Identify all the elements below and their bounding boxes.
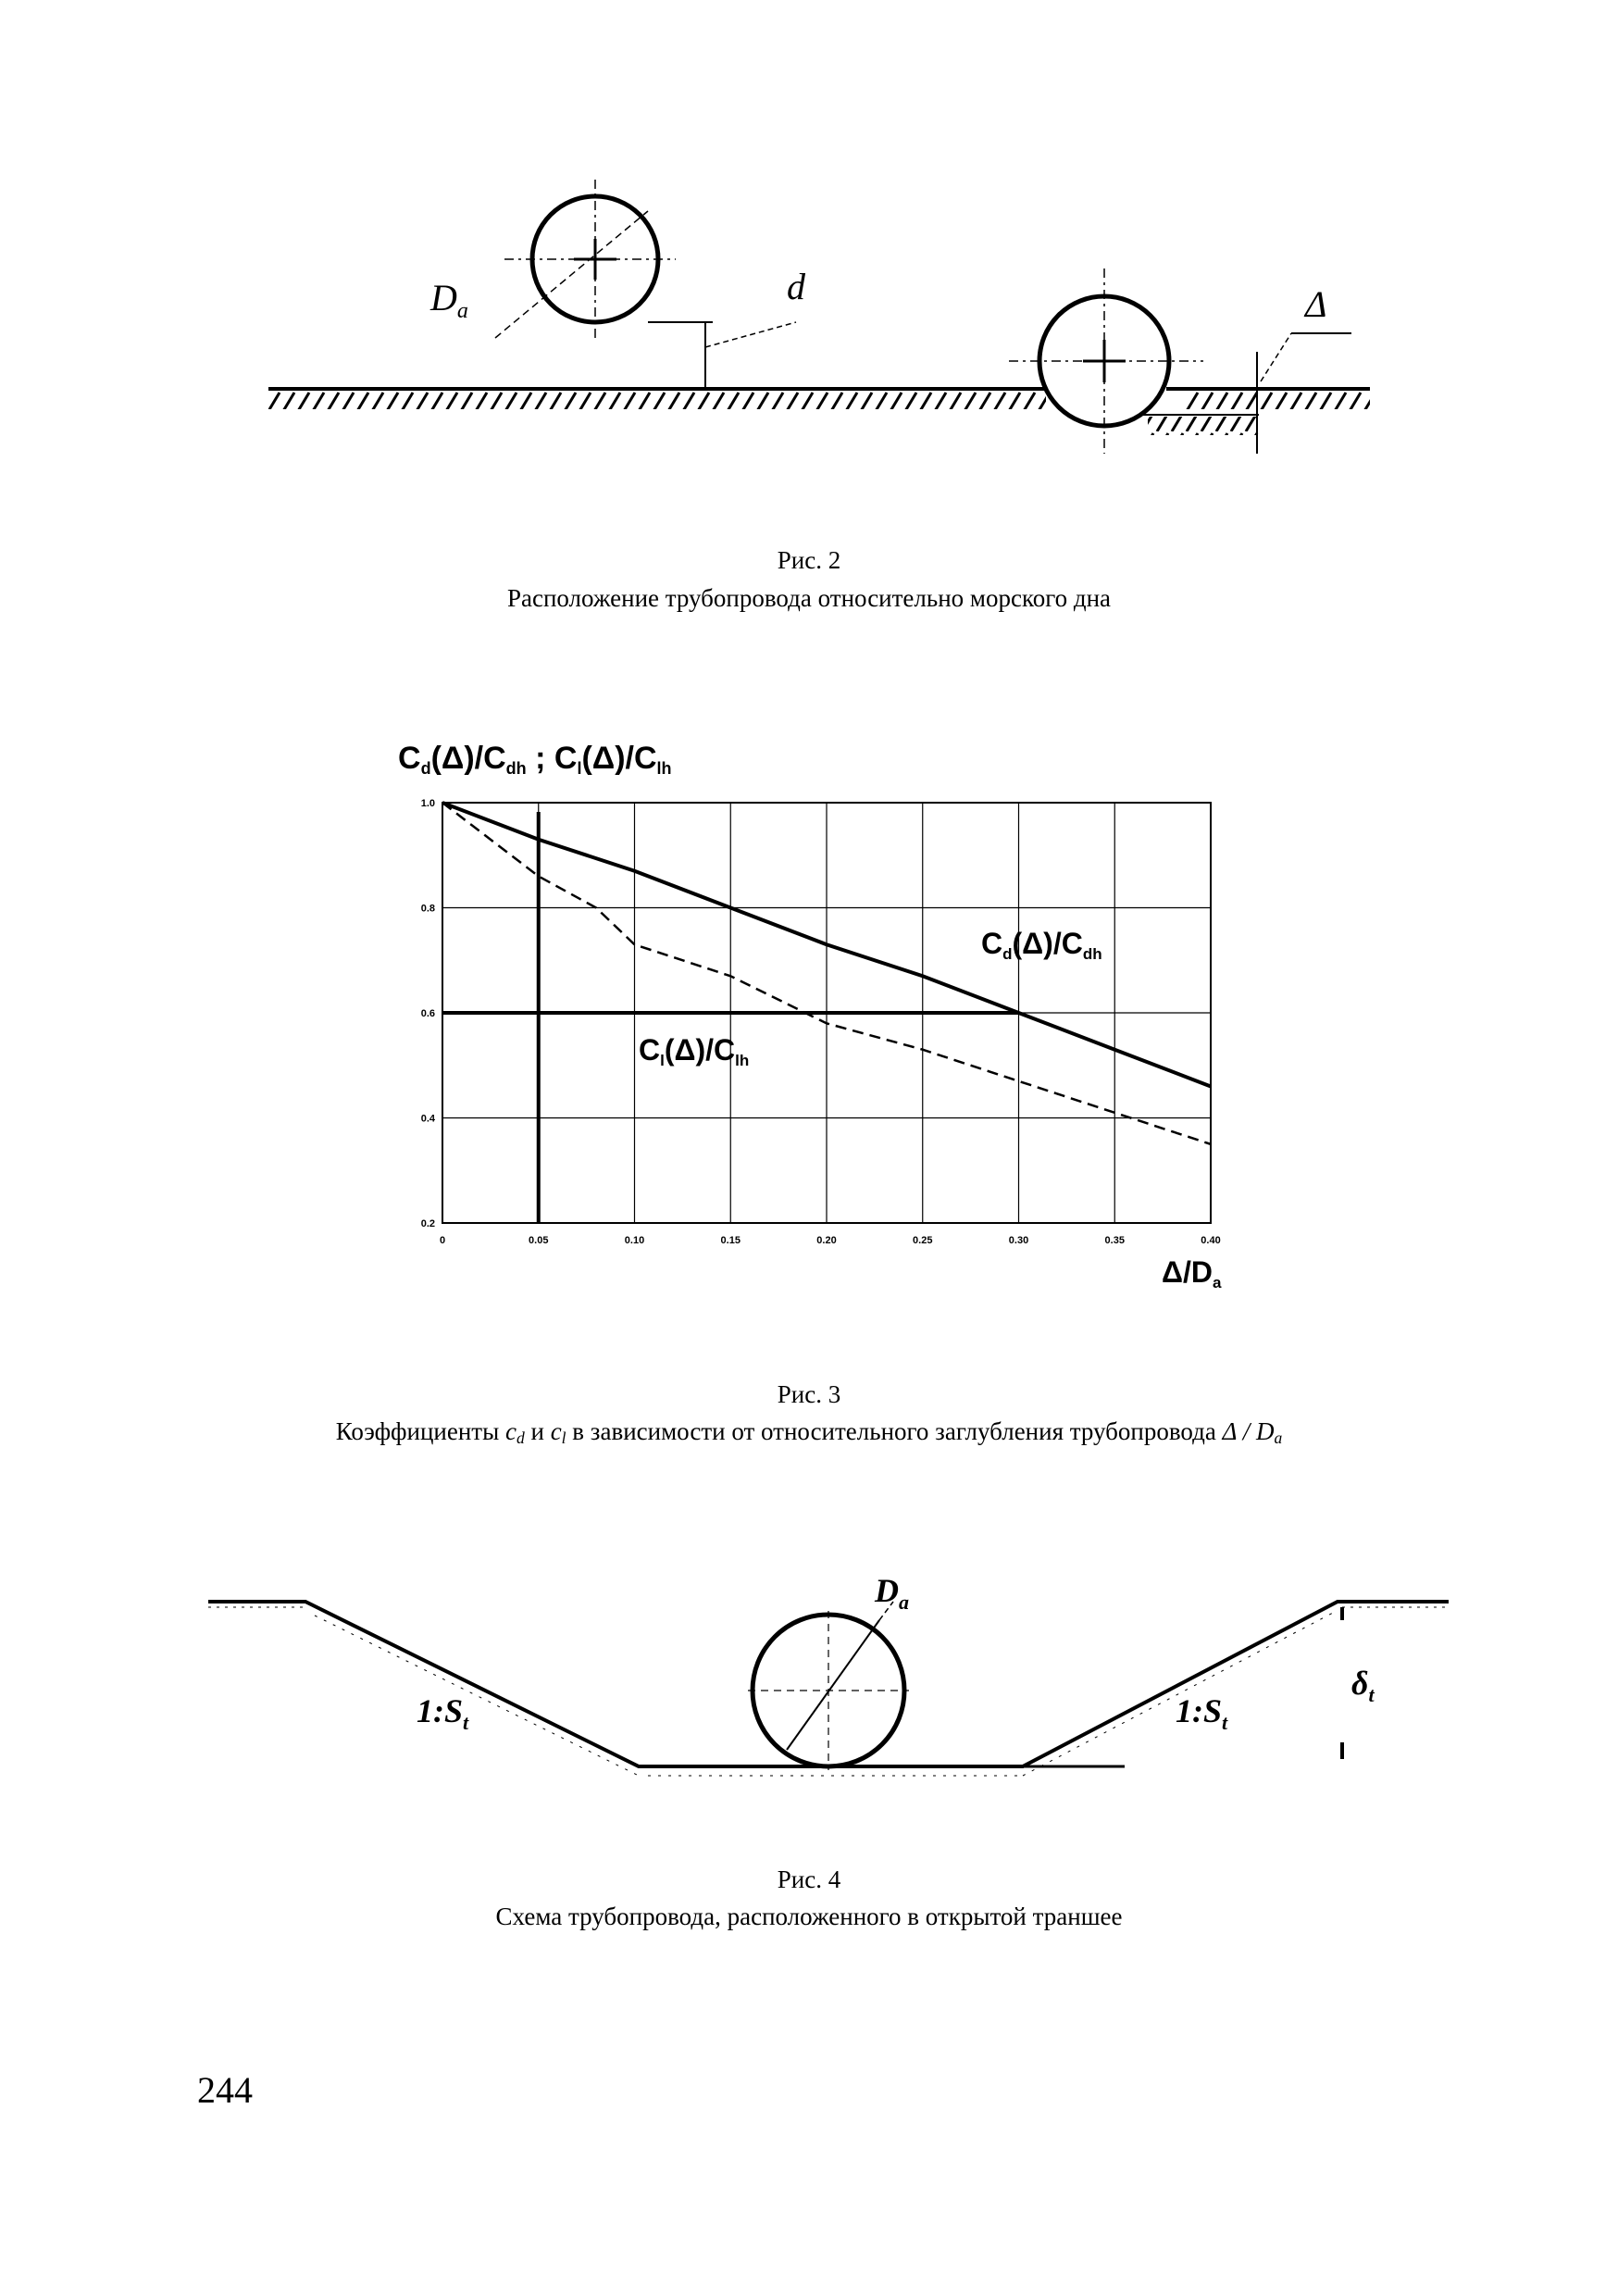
label-d-fig2: d bbox=[787, 266, 805, 307]
figure-2 bbox=[0, 167, 1618, 481]
x-tick-label: 0.10 bbox=[624, 1235, 645, 1246]
label-da-fig4: $D_a$ bbox=[875, 1572, 909, 1614]
figure-4-caption-text: Схема трубопровода, расположенного в открытой траншее bbox=[495, 1903, 1123, 1930]
pipe-above-seabed bbox=[495, 180, 796, 389]
label-depth: $\delta_t$ bbox=[1351, 1665, 1375, 1706]
label-slope-left: $1:S_t$ bbox=[417, 1692, 469, 1734]
series-label-cd: Cd(Δ)/Cdh bbox=[981, 927, 1102, 963]
figure-2-caption-number: Рис. 2 bbox=[777, 546, 841, 574]
page-number: 244 bbox=[197, 2069, 253, 2111]
series-label-cl: Cl(Δ)/Clh bbox=[639, 1033, 750, 1069]
figure-4-caption-number: Рис. 4 bbox=[777, 1866, 841, 1893]
trench-pipe bbox=[748, 1602, 909, 1770]
label-da-fig2: $D_a$ bbox=[430, 277, 468, 323]
figure-2-caption-text: Расположение трубопровода относительно морского дна bbox=[506, 584, 1112, 612]
seabed bbox=[268, 389, 1370, 435]
x-tick-label: 0.35 bbox=[1104, 1235, 1125, 1246]
figure-4 bbox=[0, 1565, 1618, 1805]
y-tick-label: 1.0 bbox=[420, 798, 435, 809]
label-delta-fig2: Δ bbox=[1305, 283, 1327, 325]
x-tick-label: 0.20 bbox=[816, 1235, 837, 1246]
x-tick-label: 0.25 bbox=[913, 1235, 933, 1246]
figure-3-caption-text: Коэффициенты $c_d$ и $c_l$ в зависимости от относительного заглубления трубопровода Δ / $D_a$ bbox=[335, 1417, 1283, 1447]
figure-3-caption-number: Рис. 3 bbox=[777, 1380, 841, 1408]
x-tick-label: 0.30 bbox=[1008, 1235, 1029, 1246]
y-tick-label: 0.6 bbox=[420, 1008, 435, 1019]
label-slope-right: $1:S_t$ bbox=[1176, 1692, 1228, 1734]
chart-title: Cd(Δ)/Cdh ; Cl(Δ)/Clh bbox=[398, 741, 672, 778]
x-tick-label: 0.15 bbox=[720, 1235, 741, 1246]
x-tick-label: 0.05 bbox=[529, 1235, 549, 1246]
y-tick-label: 0.8 bbox=[420, 903, 435, 915]
y-tick-label: 0.4 bbox=[420, 1113, 435, 1125]
x-tick-label: 0.40 bbox=[1201, 1235, 1221, 1246]
chart-x-axis-label: Δ/Da bbox=[1162, 1255, 1222, 1292]
chart-tick-labels bbox=[421, 798, 1221, 1246]
figure-3-chart bbox=[0, 722, 1618, 1324]
y-tick-label: 0.2 bbox=[420, 1218, 435, 1229]
x-tick-label: 0 bbox=[439, 1235, 446, 1246]
